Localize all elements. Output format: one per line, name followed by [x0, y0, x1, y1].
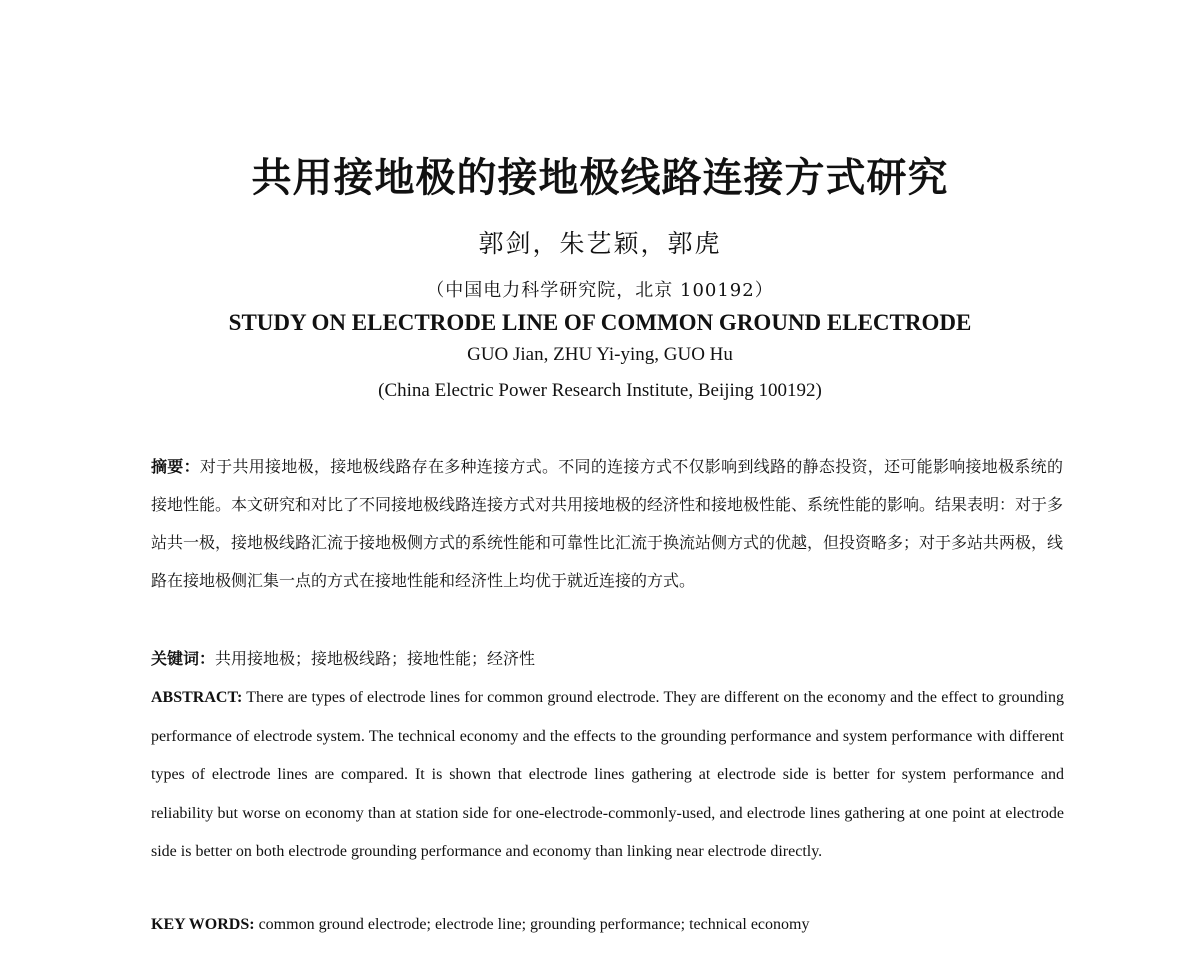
chinese-abstract [151, 448, 1063, 600]
english-keywords [151, 906, 1064, 944]
english-abstract-text: There are types of electrode lines for common ground electrode. They are different on the economy and the effect to grounding performance of electrode system. The technical economy and the effects to the grounding performance and system performance with different types of electrode lines are compared. It is shown that electrode lines gathering at electrode side is better for system performance and reliability but worse on economy than at station side for one-electrode-commonly-used, and electrode lines gathering at one point at electrode side is better on both electrode grounding performance and economy than linking near electrode directly. [151, 689, 1065, 860]
chinese-keywords-label: 关键词： [151, 649, 216, 668]
english-abstract [151, 679, 1064, 872]
english-abstract-label: ABSTRACT: [151, 689, 243, 706]
chinese-abstract-text: 对于共用接地极，接地极线路存在多种连接方式。不同的连接方式不仅影响到线路的静态投资，还可能影响接地极系统的接地性能。本文研究和对比了不同接地极线路连接方式对共用接地极的经济性和接地极性能、系统性能的影响。结果表明：对于多站共一极，接地极线路汇流于接地极侧方式的系统性能和可靠性比汇流于换流站侧方式的优越，但投资略多；对于多站共两极，线路在接地极侧汇集一点的方式在接地性能和经济性上均优于就近连接的方式。 [151, 457, 1064, 590]
chinese-keywords [151, 640, 1063, 678]
english-keywords-label: KEY WORDS: [151, 916, 255, 933]
english-keywords-text: common ground electrode; electrode line; grounding performance; technical economy [258, 916, 810, 933]
english-title: STUDY ON ELECTRODE LINE OF COMMON GROUND ELECTRODE [228, 310, 972, 335]
chinese-abstract-label: 摘要： [151, 457, 200, 476]
chinese-title: 共用接地极的接地极线路连接方式研究 [251, 155, 949, 201]
english-affiliation: (China Electric Power Research Institute, Beijing 100192) [378, 380, 822, 401]
chinese-keywords-text: 共用接地极；接地极线路；接地性能；经济性 [215, 649, 536, 668]
english-authors: GUO Jian, ZHU Yi-ying, GUO Hu [467, 344, 733, 365]
chinese-affiliation: （中国电力科学研究院，北京 100192） [426, 280, 774, 301]
chinese-authors: 郭剑，朱艺颖，郭虎 [478, 229, 722, 258]
